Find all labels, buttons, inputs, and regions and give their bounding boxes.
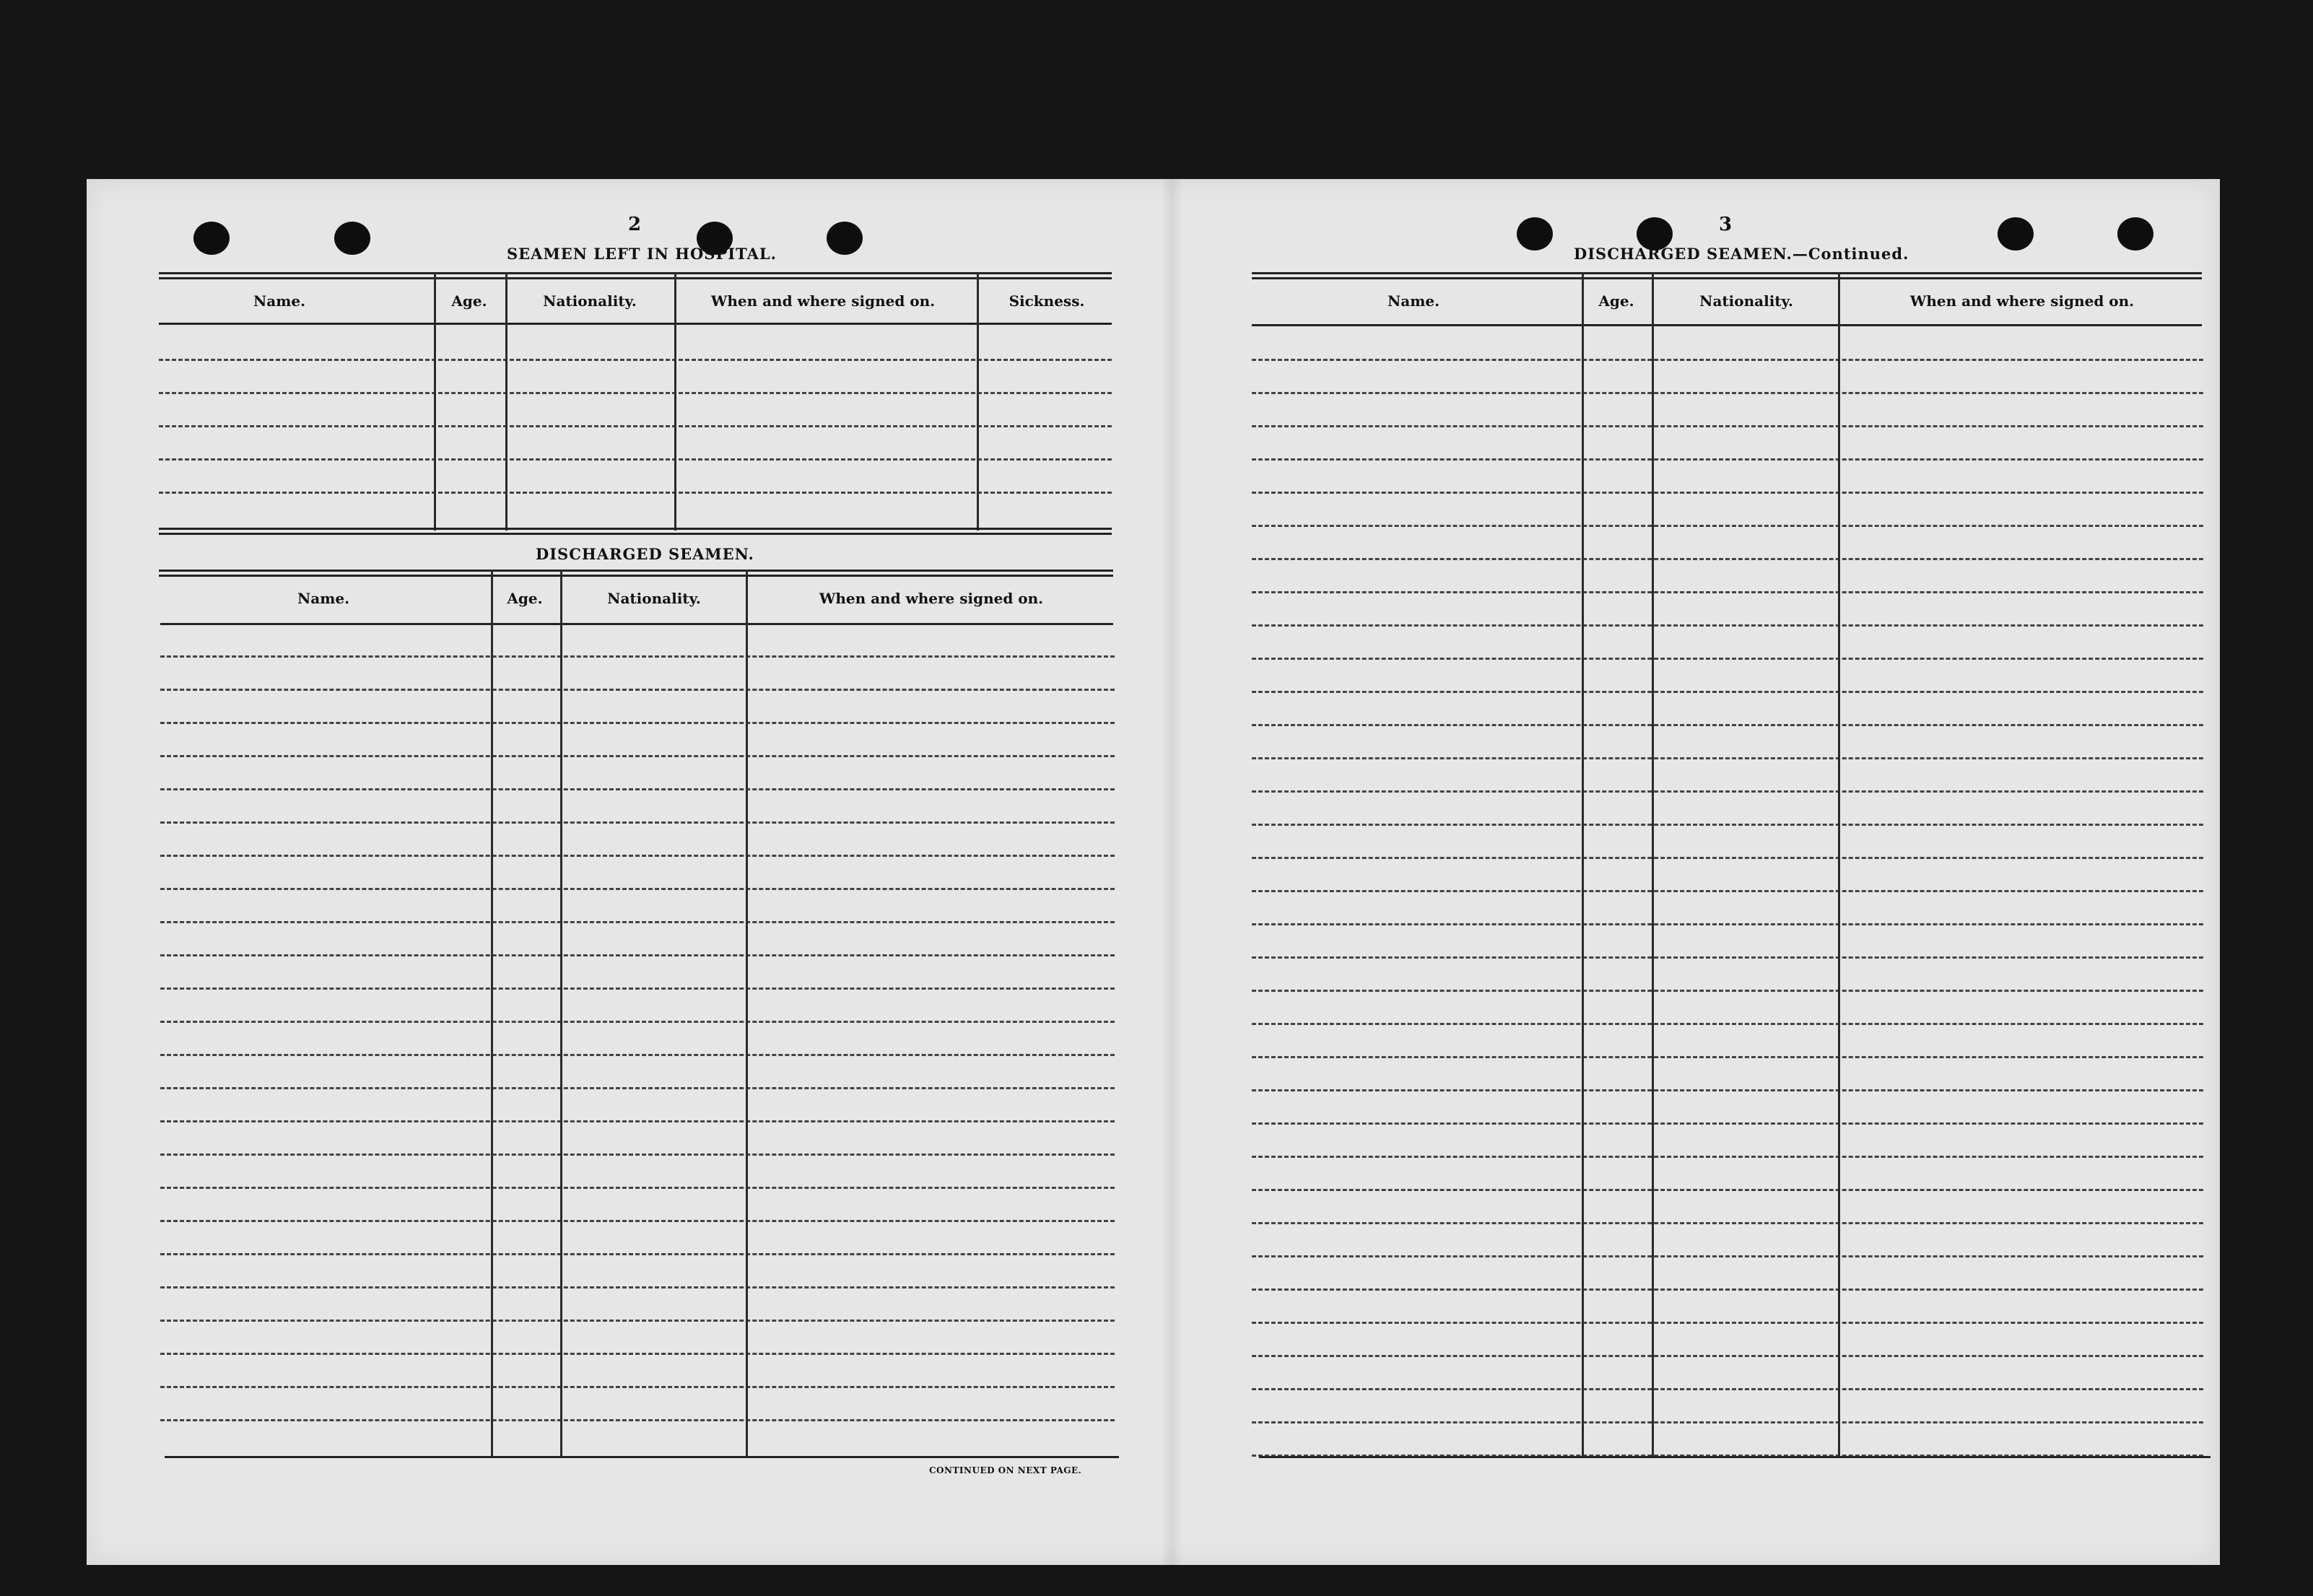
continued-footer: CONTINUED ON NEXT PAGE. bbox=[929, 1465, 1082, 1475]
ruled-row-line bbox=[1252, 1156, 2203, 1158]
double-rule bbox=[1252, 272, 2202, 274]
column-divider bbox=[674, 272, 676, 531]
ruled-row-line bbox=[1252, 458, 2203, 461]
ruled-row-line bbox=[160, 788, 1115, 790]
discharged-section-title: DISCHARGED SEAMEN. bbox=[536, 545, 754, 563]
ruled-row-line bbox=[160, 954, 1115, 956]
ruled-row-line bbox=[1252, 1222, 2203, 1224]
ruled-row-line bbox=[1252, 492, 2203, 494]
column-header-nationality: Nationality. bbox=[607, 590, 701, 607]
ruled-row-line bbox=[160, 1220, 1115, 1222]
ruled-row-line bbox=[1252, 724, 2203, 726]
ruled-row-line bbox=[160, 689, 1115, 691]
column-header-sickness: Sickness. bbox=[1009, 292, 1085, 310]
discharged-continued-title: DISCHARGED SEAMEN.—Continued. bbox=[1574, 245, 1909, 263]
column-divider bbox=[505, 272, 508, 531]
column-divider bbox=[1582, 272, 1584, 1456]
double-rule bbox=[159, 570, 1113, 572]
ruled-row-line bbox=[1252, 525, 2203, 527]
ruled-row-line bbox=[1252, 425, 2203, 427]
ruled-row-line bbox=[160, 755, 1115, 757]
ruled-row-line bbox=[159, 392, 1112, 394]
ruled-row-line bbox=[160, 855, 1115, 857]
ruled-row-line bbox=[160, 888, 1115, 890]
ruled-row-line bbox=[160, 1087, 1115, 1089]
header-rule bbox=[160, 623, 1113, 625]
ruled-row-line bbox=[1252, 857, 2203, 859]
ruled-row-line bbox=[160, 1120, 1115, 1122]
ruled-row-line bbox=[1252, 691, 2203, 693]
ruled-row-line bbox=[1252, 658, 2203, 660]
ruled-row-line bbox=[1252, 558, 2203, 560]
ruled-row-line bbox=[160, 1353, 1115, 1355]
ruled-row-line bbox=[160, 1021, 1115, 1023]
ruled-row-line bbox=[160, 1253, 1115, 1255]
ruled-row-line bbox=[160, 1154, 1115, 1156]
column-header-signed-on: When and where signed on. bbox=[710, 292, 936, 310]
ruled-row-line bbox=[160, 1320, 1115, 1322]
ruled-row-line bbox=[1252, 757, 2203, 759]
column-divider bbox=[1652, 272, 1654, 1456]
ruled-row-line bbox=[159, 492, 1112, 494]
punch-hole bbox=[334, 222, 370, 255]
ruled-row-line bbox=[1252, 624, 2203, 627]
header-rule bbox=[1252, 324, 2202, 326]
column-divider bbox=[977, 272, 979, 531]
punch-hole bbox=[1517, 217, 1553, 250]
ruled-row-line bbox=[1252, 1089, 2203, 1091]
column-header-nationality: Nationality. bbox=[543, 292, 637, 310]
column-header-nationality: Nationality. bbox=[1699, 292, 1793, 310]
ruled-row-line bbox=[1252, 392, 2203, 394]
page-number: 2 bbox=[628, 214, 642, 235]
column-divider bbox=[746, 570, 748, 1457]
ruled-row-line bbox=[160, 1286, 1115, 1288]
column-header-age: Age. bbox=[451, 292, 487, 310]
ruled-row-line bbox=[1252, 1288, 2203, 1291]
ruled-row-line bbox=[159, 425, 1112, 427]
ruled-row-line bbox=[160, 987, 1115, 990]
punch-hole bbox=[827, 222, 863, 255]
page-number: 3 bbox=[1719, 214, 1733, 235]
ruled-row-line bbox=[160, 722, 1115, 724]
column-header-name: Name. bbox=[1387, 292, 1440, 310]
ruled-row-line bbox=[160, 1054, 1115, 1056]
ruled-row-line bbox=[1252, 1388, 2203, 1390]
double-rule bbox=[159, 528, 1112, 530]
ruled-row-line bbox=[1252, 1023, 2203, 1025]
ruled-row-line bbox=[160, 1386, 1115, 1388]
ruled-row-line bbox=[159, 359, 1112, 361]
ruled-row-line bbox=[1252, 1122, 2203, 1125]
column-divider bbox=[491, 570, 493, 1457]
ruled-row-line bbox=[1252, 890, 2203, 892]
ruled-row-line bbox=[1252, 990, 2203, 992]
ruled-row-line bbox=[160, 821, 1115, 824]
header-rule bbox=[159, 323, 1112, 325]
ruled-row-line bbox=[160, 1419, 1115, 1421]
double-rule bbox=[1252, 277, 2202, 279]
punch-hole bbox=[2117, 217, 2153, 250]
punch-hole bbox=[193, 222, 230, 255]
bottom-rule bbox=[165, 1456, 1119, 1458]
ruled-row-line bbox=[160, 921, 1115, 923]
column-divider bbox=[1838, 272, 1840, 1456]
bottom-rule bbox=[1259, 1456, 2210, 1458]
ruled-row-line bbox=[1252, 1322, 2203, 1324]
ruled-row-line bbox=[1252, 1056, 2203, 1058]
hospital-section-title: SEAMEN LEFT IN HOSPITAL. bbox=[507, 245, 777, 263]
column-header-name: Name. bbox=[297, 590, 350, 607]
ruled-row-line bbox=[1252, 591, 2203, 593]
double-rule bbox=[159, 575, 1113, 577]
ruled-row-line bbox=[160, 655, 1115, 658]
ruled-row-line bbox=[159, 458, 1112, 461]
ruled-row-line bbox=[1252, 1355, 2203, 1357]
ruled-row-line bbox=[1252, 824, 2203, 826]
column-header-age: Age. bbox=[507, 590, 543, 607]
ruled-row-line bbox=[1252, 956, 2203, 959]
column-header-age: Age. bbox=[1598, 292, 1634, 310]
column-header-signed-on: When and where signed on. bbox=[1909, 292, 2135, 310]
column-divider bbox=[434, 272, 436, 531]
double-rule bbox=[159, 533, 1112, 535]
ruled-row-line bbox=[1252, 359, 2203, 361]
ruled-row-line bbox=[1252, 1189, 2203, 1191]
page-fold bbox=[1161, 179, 1182, 1565]
double-rule bbox=[159, 277, 1112, 279]
column-header-name: Name. bbox=[253, 292, 306, 310]
column-header-signed-on: When and where signed on. bbox=[819, 590, 1044, 607]
ruled-row-line bbox=[1252, 923, 2203, 925]
ruled-row-line bbox=[1252, 1421, 2203, 1423]
ruled-row-line bbox=[1252, 1255, 2203, 1257]
ruled-row-line bbox=[1252, 790, 2203, 793]
double-rule bbox=[159, 272, 1112, 274]
form-paper bbox=[87, 179, 2220, 1565]
column-divider bbox=[560, 570, 562, 1457]
punch-hole bbox=[1998, 217, 2034, 250]
ruled-row-line bbox=[160, 1187, 1115, 1189]
